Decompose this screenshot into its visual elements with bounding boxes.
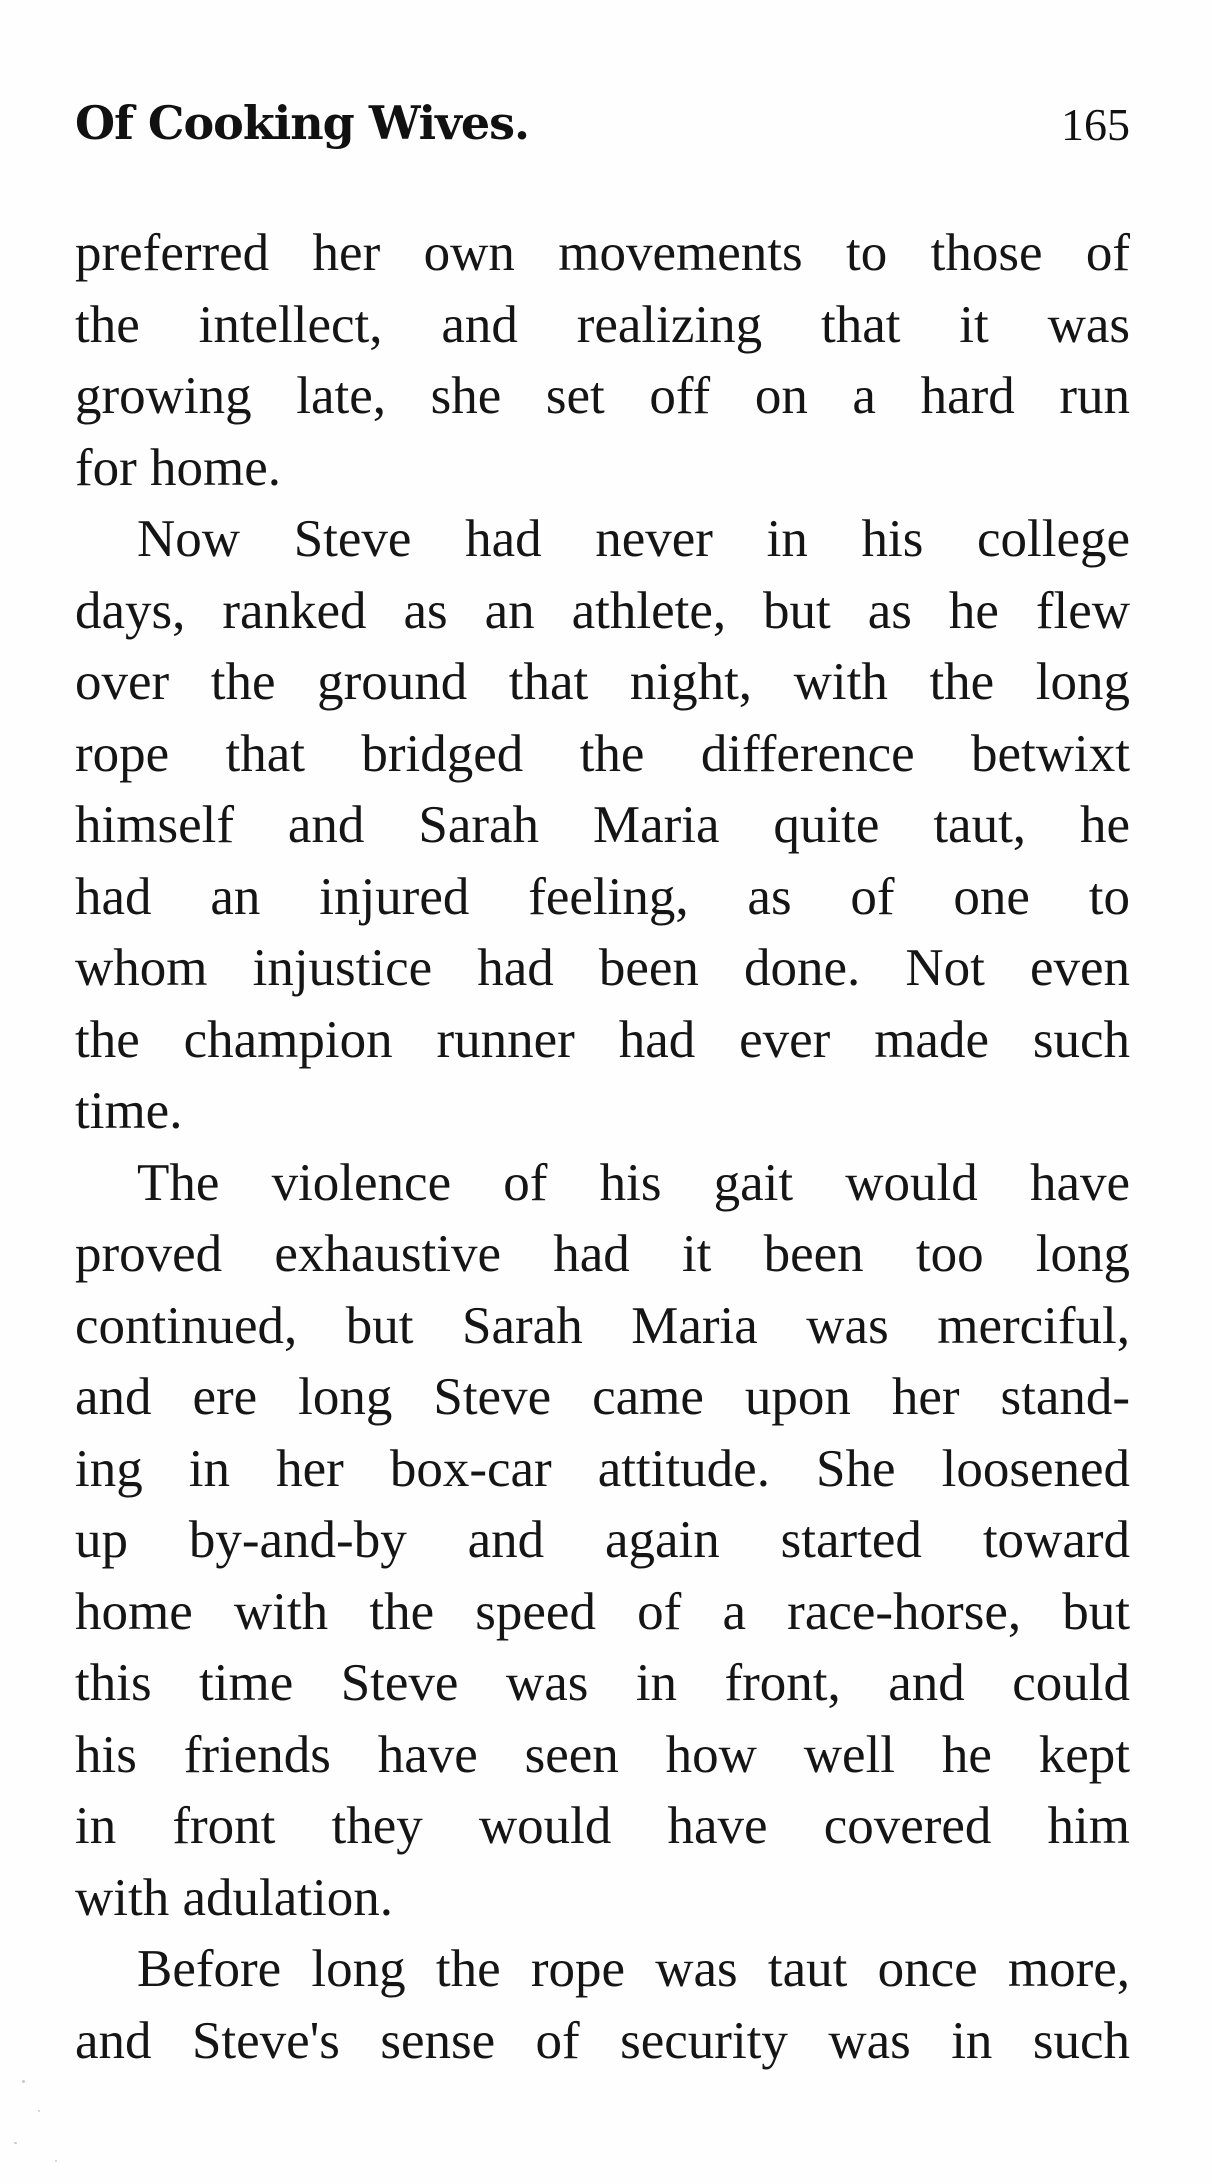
text-line: in front they would have covered him xyxy=(75,1797,1130,1855)
text-line: for home. xyxy=(75,438,282,497)
text-line: up by-and-by and again started toward xyxy=(75,1511,1130,1569)
text-line: with adulation. xyxy=(75,1868,393,1927)
text-line: over the ground that night, with the long xyxy=(75,653,1130,711)
text-line: whom injustice had been done. Not even xyxy=(75,939,1130,997)
scan-speck xyxy=(14,2142,17,2144)
text-line: the champion runner had ever made such xyxy=(75,1010,1130,1069)
text-line: had an injured feeling, as of one to xyxy=(75,867,1130,926)
text-line: ing in her box-car attitude. She loosened xyxy=(75,1439,1130,1498)
text-line: continued, but Sarah Maria was merciful, xyxy=(75,1296,1130,1355)
body-text xyxy=(75,218,1130,2077)
page-number: 165 xyxy=(1061,99,1130,150)
text-line: this time Steve was in front, and could xyxy=(75,1654,1130,1712)
text-line: preferred her own movements to those of xyxy=(75,224,1130,282)
text-line: home with the speed of a race-horse, but xyxy=(75,1582,1130,1641)
text-line: rope that bridged the difference betwixt xyxy=(75,724,1130,783)
text-line: growing late, she set off on a hard run xyxy=(75,367,1130,425)
running-title: Of Cooking Wives. xyxy=(75,96,530,150)
text-line: and ere long Steve came upon her stand- xyxy=(75,1368,1130,1426)
text-line: proved exhaustive had it been too long xyxy=(75,1225,1130,1283)
text-line: Before long the rope was taut once more, xyxy=(137,1940,1130,1998)
text-line: the intellect, and realizing that it was xyxy=(75,295,1130,354)
scan-speck xyxy=(22,2080,25,2083)
scan-speck xyxy=(38,2110,40,2112)
text-line: himself and Sarah Maria quite taut, he xyxy=(75,796,1130,854)
text-line: and Steve's sense of security was in such xyxy=(75,2011,1130,2070)
text-line: days, ranked as an athlete, but as he flew xyxy=(75,581,1130,640)
text-line: Now Steve had never in his college xyxy=(137,510,1130,568)
scan-speck xyxy=(55,2160,57,2162)
text-line: his friends have seen how well he kept xyxy=(75,1725,1130,1784)
text-line: The violence of his gait would have xyxy=(137,1153,1130,1212)
text-line: time. xyxy=(75,1082,183,1140)
running-head xyxy=(75,96,1130,166)
